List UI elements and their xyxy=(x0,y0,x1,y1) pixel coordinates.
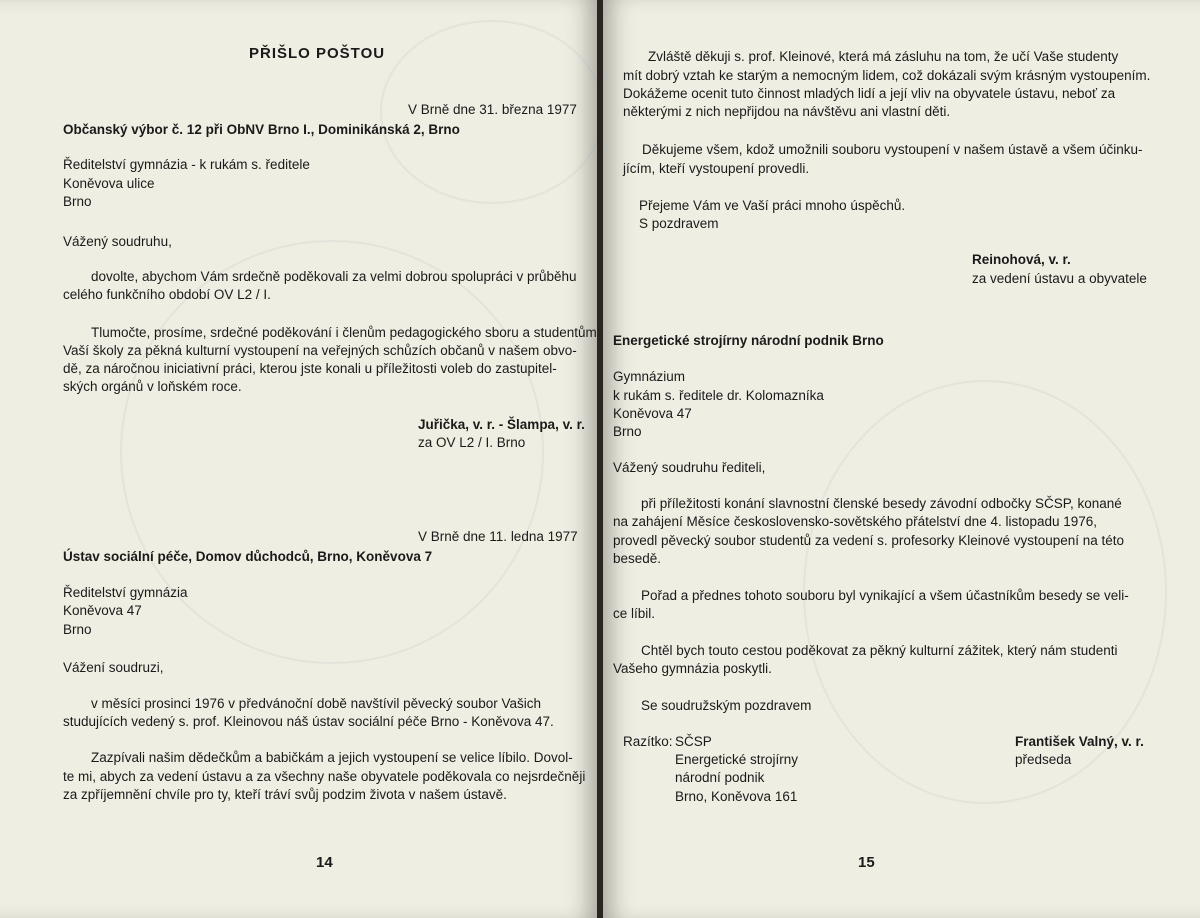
letter1-date: V Brně dne 31. března 1977 xyxy=(408,102,577,117)
letter2-paragraph-line: jícím, kteří vystoupení provedli. xyxy=(623,161,810,176)
letter2-paragraph-line: některými z nich nepřijdou na návštěvu ani vlastní děti. xyxy=(623,104,951,119)
letter2-paragraph-line: te mi, abych za vedení ústavu a za všechny naše obyvatele poděkovala co nejsrdečněji xyxy=(63,769,586,784)
letter3-paragraph-line: Pořad a přednes tohoto souboru byl vynikající a všem účastníkům besedy se veli- xyxy=(641,588,1129,603)
letter2-salutation: Vážení soudruzi, xyxy=(63,660,164,675)
letter1-salutation: Vážený soudruhu, xyxy=(63,234,172,249)
letter2-paragraph-line: Zvláště děkuji s. prof. Kleinové, která má zásluhu na tom, že učí Vaše studenty xyxy=(648,49,1119,64)
page-number: 14 xyxy=(316,854,333,871)
page-number: 15 xyxy=(858,854,875,871)
letter2-address-line: Ředitelství gymnázia xyxy=(63,585,188,600)
letter3-salutation: Vážený soudruhu řediteli, xyxy=(613,460,766,475)
letter3-address-line: k rukám s. ředitele dr. Kolomazníka xyxy=(613,388,824,403)
letter2-signature-role: za vedení ústavu a obyvatele xyxy=(972,271,1147,286)
letter3-paragraph-line: Vašeho gymnázia poskytli. xyxy=(613,661,772,676)
letter1-paragraph-line: ských orgánů v loňském roce. xyxy=(63,379,242,394)
letter2-paragraph-line: mít dobrý vztah ke starým a nemocným lidem, což dokázali svým krásným vystoupením. xyxy=(623,68,1151,83)
letter3-signature: František Valný, v. r. xyxy=(1015,734,1144,749)
letter3-address-line: Koněvova 47 xyxy=(613,406,692,421)
stamp-line: SČSP xyxy=(675,734,712,749)
letter3-signature-role: předseda xyxy=(1015,752,1072,767)
letter3-paragraph-line: provedl pěvecký soubor studentů za vedení s. profesorky Kleinové vystoupení na této xyxy=(613,533,1125,548)
letter2-paragraph-line: v měsíci prosinci 1976 v předvánoční době navštívil pěvecký soubor Vašich xyxy=(91,696,541,711)
page-right xyxy=(603,0,1200,918)
letter3-closing: Se soudružským pozdravem xyxy=(641,698,812,713)
stamp-line: národní podnik xyxy=(675,770,765,785)
stamp-label: Razítko: xyxy=(623,734,673,749)
letter1-paragraph-line: dě, za náročnou iniciativní práci, kterou jste konali u příležitosti voleb do zastupitel- xyxy=(63,361,557,376)
letter1-address-line: Brno xyxy=(63,194,92,209)
letter2-paragraph-line: Přejeme Vám ve Vaší práci mnoho úspěchů. xyxy=(639,198,906,213)
letter1-paragraph-line: Tlumočte, prosíme, srdečné poděkování i členům pedagogického sboru a studentům xyxy=(91,325,597,340)
letter1-paragraph-line: celého funkčního období OV L2 / I. xyxy=(63,287,271,302)
letter2-paragraph-line: za zpříjemnění chvíle pro ty, kteří tráví svůj podzim života v našem ústavě. xyxy=(63,787,507,802)
letter2-address-line: Brno xyxy=(63,622,92,637)
letter1-signature: Juřička, v. r. - Šlampa, v. r. xyxy=(418,417,585,432)
page-title: PŘIŠLO POŠTOU xyxy=(249,45,386,62)
letter2-date: V Brně dne 11. ledna 1977 xyxy=(418,529,578,544)
letter2-paragraph-line: Dokážeme ocenit tuto činnost mladých lidí a její vliv na obyvatele ústavu, neboť za xyxy=(623,86,1116,101)
letter1-signature-role: za OV L2 / I. Brno xyxy=(418,435,526,450)
letter2-sender: Ústav sociální péče, Domov důchodců, Brno, Koněvova 7 xyxy=(63,549,433,564)
page-left xyxy=(0,0,597,918)
letter2-paragraph-line: Zazpívali našim dědečkům a babičkám a jejich vystoupení se velice líbilo. Dovol- xyxy=(91,750,573,765)
letter1-address-line: Koněvova ulice xyxy=(63,176,155,191)
letter2-paragraph-line: studujících vedený s. prof. Kleinovou náš ústav sociální péče Brno - Koněvova 47. xyxy=(63,714,554,729)
letter2-address-line: Koněvova 47 xyxy=(63,603,142,618)
letter2-paragraph-line: S pozdravem xyxy=(639,216,719,231)
letter1-paragraph-line: Vaší školy za pěkná kulturní vystoupení na veřejných schůzích občanů v našem obvo- xyxy=(63,343,577,358)
stamp-line: Brno, Koněvova 161 xyxy=(675,789,798,804)
letter1-address-line: Ředitelství gymnázia - k rukám s. ředitele xyxy=(63,157,310,172)
letter3-paragraph-line: besedě. xyxy=(613,551,662,566)
letter3-paragraph-line: ce líbil. xyxy=(613,606,656,621)
letter3-address-line: Gymnázium xyxy=(613,369,686,384)
stamp-line: Energetické strojírny xyxy=(675,752,799,767)
letter2-paragraph-line: Děkujeme všem, kdož umožnili souboru vystoupení v našem ústavě a všem účinku- xyxy=(642,142,1143,157)
letter3-paragraph-line: na zahájení Měsíce československo-sovětského přátelství dne 4. listopadu 1976, xyxy=(613,514,1098,529)
letter3-paragraph-line: při příležitosti konání slavnostní členské besedy závodní odbočky SČSP, konané xyxy=(641,496,1122,511)
letter3-sender: Energetické strojírny národní podnik Brno xyxy=(613,333,884,348)
letter3-paragraph-line: Chtěl bych touto cestou poděkovat za pěkný kulturní zážitek, který nám studenti xyxy=(641,643,1118,658)
letter1-paragraph-line: dovolte, abychom Vám srdečně poděkovali za velmi dobrou spolupráci v průběhu xyxy=(91,269,577,284)
letter3-address-line: Brno xyxy=(613,424,642,439)
letter1-sender: Občanský výbor č. 12 při ObNV Brno I., Dominikánská 2, Brno xyxy=(63,122,460,137)
letter2-signature: Reinohová, v. r. xyxy=(972,252,1071,267)
